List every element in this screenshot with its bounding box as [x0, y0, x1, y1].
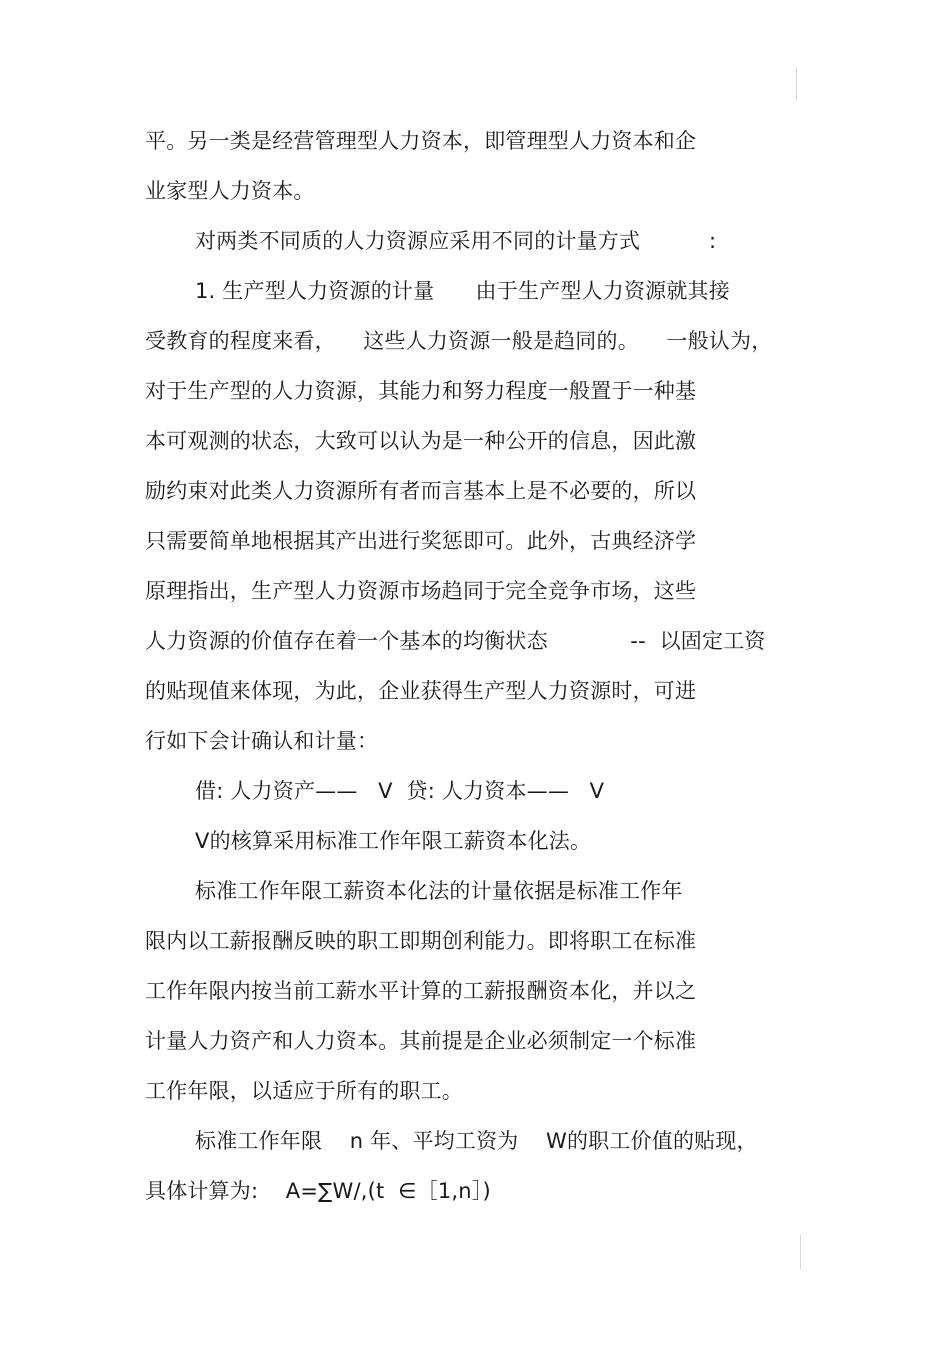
- text-line-12: 的贴现值来体现，为此，企业获得生产型人力资源时，可进: [145, 679, 697, 703]
- bottom-right-margin-mark: [800, 1235, 801, 1269]
- text-line-3: 对两类不同质的人力资源应采用不同的计量方式 :: [195, 229, 717, 253]
- text-line-21: 标准工作年限 n 年、平均工资为 W的职工价值的贴现，: [195, 1129, 758, 1153]
- text-line-6: 对于生产型的人力资源，其能力和努力程度一般置于一种基: [145, 379, 697, 403]
- text-line-7: 本可观测的状态，大致可以认为是一种公开的信息，因此激: [145, 429, 697, 453]
- text-line-2: 业家型人力资本。: [145, 179, 315, 203]
- text-line-1: 平。另一类是经营管理型人力资本，即管理型人力资本和企: [145, 129, 697, 153]
- formula-line: 具体计算为: A=∑W/,(t ∈［1,n］): [145, 1179, 491, 1203]
- text-line-19: 计量人力资产和人力资本。其前提是企业必须制定一个标准: [145, 1029, 697, 1053]
- top-right-margin-mark: [796, 68, 797, 100]
- text-line-8: 励约束对此类人力资源所有者而言基本上是不必要的，所以: [145, 479, 697, 503]
- text-line-13: 行如下会计确认和计量：: [145, 729, 379, 753]
- text-line-9: 只需要简单地根据其产出进行奖惩即可。此外，古典经济学: [145, 529, 697, 553]
- text-line-11: 人力资源的价值存在着一个基本的均衡状态 -- 以固定工资: [145, 629, 766, 653]
- text-line-10: 原理指出，生产型人力资源市场趋同于完全竞争市场，这些: [145, 579, 697, 603]
- text-line-4: 1. 生产型人力资源的计量 由于生产型人力资源就其接: [195, 279, 730, 303]
- text-line-5: 受教育的程度来看， 这些人力资源一般是趋同的。 一般认为，: [145, 329, 773, 353]
- text-line-20: 工作年限，以适应于所有的职工。: [145, 1079, 463, 1103]
- journal-entry-line: 借: 人力资产—— V 贷: 人力资本—— V: [195, 779, 605, 803]
- text-line-16: 标准工作年限工薪资本化法的计量依据是标准工作年: [195, 879, 683, 903]
- text-line-18: 工作年限内按当前工薪水平计算的工薪报酬资本化，并以之: [145, 979, 697, 1003]
- text-line-15: V的核算采用标准工作年限工薪资本化法。: [195, 829, 592, 853]
- text-line-17: 限内以工薪报酬反映的职工即期创利能力。即将职工在标准: [145, 929, 697, 953]
